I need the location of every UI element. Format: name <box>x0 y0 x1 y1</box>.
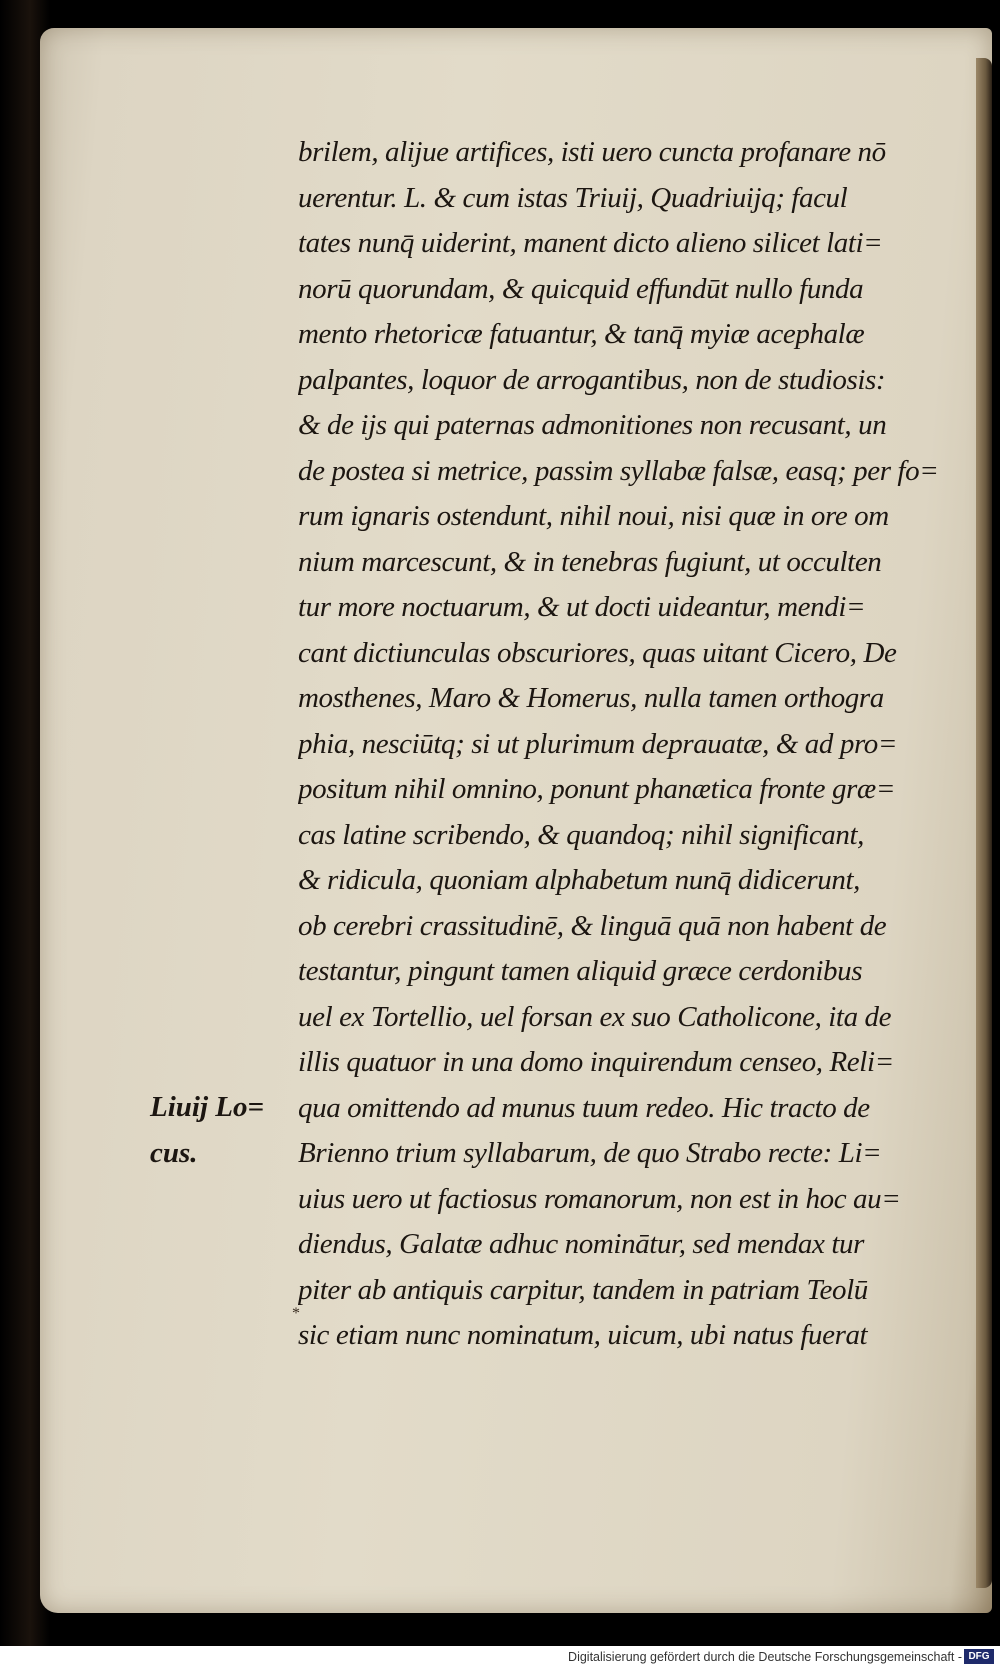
text-line: testantur, pingunt tamen aliquid græce cerdonibus <box>298 955 863 987</box>
text-line: & ridicula, quoniam alphabetum nunq̄ didicerunt, <box>298 864 860 896</box>
text-line: cas latine scribendo, & quandoq; nihil significant, <box>298 818 865 851</box>
text-line: & de ijs qui paternas admonitiones non recusant, un <box>298 409 887 441</box>
text-line: mosthenes, Maro & Homerus, nulla tamen orthogra <box>298 682 884 714</box>
text-line: illis quatuor in una domo inquirendum censeo, Reli= <box>298 1046 894 1078</box>
text-line: palpantes, loquor de arrogantibus, non de studiosis: <box>298 363 886 396</box>
text-line: mento rhetoricæ fatuantur, & tanq̄ myiæ acephalæ <box>298 318 865 350</box>
text-line: ob cerebri crassitudinē, & linguā quā non habent de <box>298 909 887 942</box>
text-line: nium marcescunt, & in tenebras fugiunt, ut occulten <box>298 545 882 578</box>
marginal-note-line: cus. <box>150 1136 198 1169</box>
text-line: phia, nesciūtq; si ut plurimum deprauatæ, & ad pro= <box>298 727 898 760</box>
dfg-logo: DFG <box>964 1649 994 1664</box>
text-line: rum ignaris ostendunt, nihil noui, nisi quæ in ore om <box>298 500 889 532</box>
marginal-note <box>150 1085 290 1176</box>
page-edge <box>976 58 992 1588</box>
text-line: Brienno trium syllabarum, de quo Strabo recte: Li= <box>298 1137 882 1169</box>
text-line: cant dictiunculas obscuriores, quas uitant Cicero, De <box>298 636 897 669</box>
text-line: de postea si metrice, passim syllabæ falsæ, easq; per fo= <box>298 454 939 487</box>
text-line: piter ab antiquis carpitur, tandem in patriam Teolū <box>298 1273 868 1306</box>
ink-speck: * <box>292 1305 300 1322</box>
text-line: norū quorundam, & quicquid effundūt nullo funda <box>298 272 864 305</box>
text-line: uerentur. L. & cum istas Triuij, Quadriuijq; facul <box>298 181 848 214</box>
text-line: tur more noctuarum, & ut docti uideantur, mendi= <box>298 591 866 623</box>
footer-credit: Digitalisierung gefördert durch die Deutsche Forschungsgemeinschaft - <box>568 1650 962 1664</box>
text-line: uel ex Tortellio, uel forsan ex suo Catholicone, ita de <box>298 1000 892 1033</box>
marginal-note-line: Liuij Lo= <box>150 1091 265 1123</box>
text-line: positum nihil omnino, ponunt phanætica fronte græ= <box>298 773 896 805</box>
text-line: sic etiam nunc nominatum, uicum, ubi natus fuerat <box>298 1319 868 1351</box>
body-text <box>298 130 968 1359</box>
text-line: uius uero ut factiosus romanorum, non est in hoc au= <box>298 1182 901 1215</box>
text-line: diendus, Galatæ adhuc nominātur, sed mendax tur <box>298 1228 865 1260</box>
text-line: tates nunq̄ uiderint, manent dicto alieno silicet lati= <box>298 227 883 259</box>
text-line: brilem, alijue artifices, isti uero cuncta profanare nō <box>298 136 886 168</box>
text-line: qua omittendo ad munus tuum redeo. Hic tracto de <box>298 1091 870 1124</box>
